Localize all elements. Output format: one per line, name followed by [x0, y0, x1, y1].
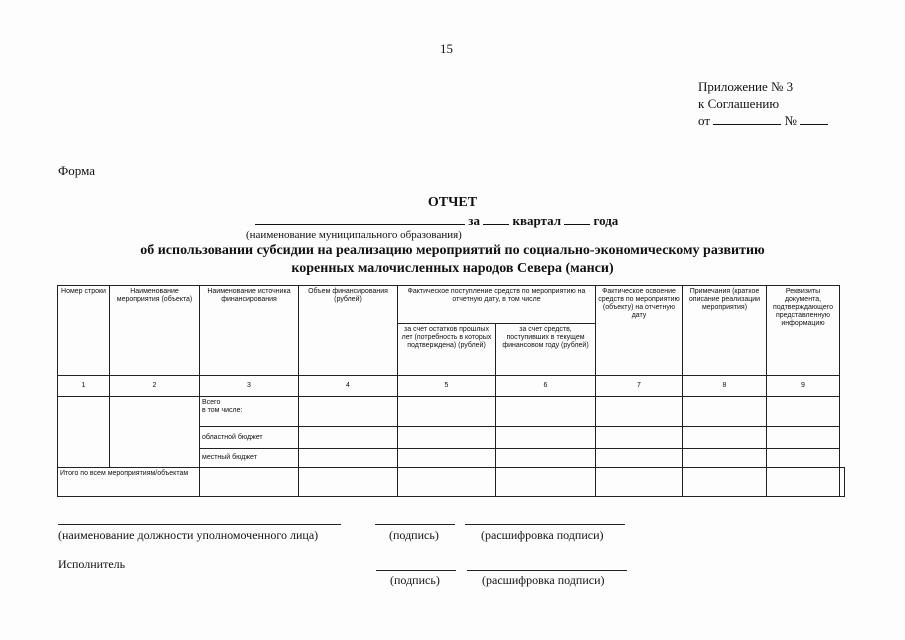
header-actual-receipt: Фактическое поступление средств по мероприятию на отчетную дату, в том числе: [398, 286, 596, 324]
executor-signature-line: [376, 570, 456, 571]
executor-label: Исполнитель: [58, 557, 126, 571]
report-heading-line-1: об использовании субсидии на реализацию мероприятий по социально-экономическому развитию: [140, 243, 765, 258]
header-current-year: за счет средств, поступивших в текущем финансовом году (рублей): [496, 324, 596, 376]
header-funding-volume: Объем финансирования (рублей): [299, 286, 398, 376]
cell-empty: [200, 468, 299, 497]
local-budget-label: местный бюджет: [200, 449, 299, 468]
column-number: 7: [596, 376, 683, 397]
appendix-no: №: [784, 113, 797, 128]
cell-empty: [496, 427, 596, 449]
cell-empty: [767, 449, 840, 468]
executor-decoding-line: [467, 570, 627, 571]
cell-empty: [596, 427, 683, 449]
cell-empty: [596, 397, 683, 427]
cell-empty: [110, 397, 200, 468]
position-caption: (наименование должности уполномоченного лица): [58, 528, 319, 542]
cell-empty: [299, 427, 398, 449]
year-blank: [564, 212, 590, 225]
regional-budget-label: областной бюджет: [200, 427, 299, 449]
cell-empty: [299, 449, 398, 468]
appendix-line-2: к Соглашению: [698, 96, 780, 111]
cell-empty: [299, 468, 398, 497]
column-number: 9: [767, 376, 840, 397]
header-prior-balances: за счет остатков прошлых лет (потребность в которых подтверждена) (рублей): [398, 324, 496, 376]
including-label: в том числе:: [202, 407, 243, 414]
cell-empty: [683, 427, 767, 449]
column-number: 6: [496, 376, 596, 397]
appendix-line-3: [698, 112, 828, 129]
header-document-details: Реквизиты документа, подтверждающего представленную информацию: [767, 286, 840, 376]
cell-empty: [496, 468, 596, 497]
municipality-blank: [255, 212, 465, 225]
table-row-total: [58, 397, 845, 427]
grand-total-label: Итого по всем мероприятиям/объектам: [58, 468, 200, 497]
appendix-block: [698, 78, 828, 129]
signature-line: [375, 524, 455, 525]
position-line: [58, 524, 341, 525]
cell-empty: [767, 397, 840, 427]
cell-empty: [683, 397, 767, 427]
column-number: 3: [200, 376, 299, 397]
period-year: года: [593, 213, 619, 228]
quarter-blank: [483, 212, 509, 225]
cell-empty: [596, 468, 683, 497]
table-row-grand-total: [58, 468, 845, 497]
cell-empty: [596, 449, 683, 468]
report-title: ОТЧЕТ: [427, 195, 478, 210]
column-number: 8: [683, 376, 767, 397]
header-funding-source: Наименование источника финансирования: [200, 286, 299, 376]
cell-empty: [767, 468, 840, 497]
appendix-from: от: [698, 113, 711, 128]
report-table: [57, 285, 845, 497]
signature-caption: (подпись): [389, 528, 439, 542]
municipality-caption: (наименование муниципального образования): [246, 229, 462, 241]
cell-empty: [398, 427, 496, 449]
period-for: за: [468, 213, 480, 228]
cell-empty: [683, 468, 767, 497]
cell-empty: [496, 449, 596, 468]
decoding-caption: (расшифровка подписи): [481, 528, 604, 542]
header-row-number: Номер строки: [58, 286, 110, 376]
period-quarter: квартал: [512, 213, 562, 228]
cell-empty: [58, 397, 110, 468]
decoding-line: [465, 524, 625, 525]
cell-empty: [398, 449, 496, 468]
header-actual-spending: Фактическое освоение средств по мероприятию (объекту) на отчетную дату: [596, 286, 683, 376]
cell-empty: [840, 468, 845, 497]
column-numbers-row: [58, 376, 845, 397]
column-number: 5: [398, 376, 496, 397]
cell-total-including: [200, 397, 299, 427]
header-event-name: Наименование мероприятия (объекта): [110, 286, 200, 376]
report-period-line: [255, 212, 618, 229]
report-heading-line-2: коренных малочисленных народов Севера (манси): [291, 261, 614, 276]
header-row-1: [58, 286, 845, 324]
appendix-line-1: Приложение № 3: [698, 79, 794, 94]
column-number: 1: [58, 376, 110, 397]
column-number: 2: [110, 376, 200, 397]
cell-empty: [398, 397, 496, 427]
executor-signature-caption: (подпись): [390, 573, 440, 587]
date-blank: [713, 112, 781, 125]
cell-empty: [683, 449, 767, 468]
cell-empty: [496, 397, 596, 427]
total-label: Всего: [202, 399, 221, 406]
page-number: 15: [440, 41, 453, 56]
column-number: 4: [299, 376, 398, 397]
number-blank: [800, 112, 828, 125]
cell-empty: [398, 468, 496, 497]
executor-decoding-caption: (расшифровка подписи): [482, 573, 605, 587]
cell-empty: [767, 427, 840, 449]
form-label: Форма: [58, 163, 95, 178]
header-notes: Примечания (краткое описание реализации мероприятия): [683, 286, 767, 376]
cell-empty: [299, 397, 398, 427]
